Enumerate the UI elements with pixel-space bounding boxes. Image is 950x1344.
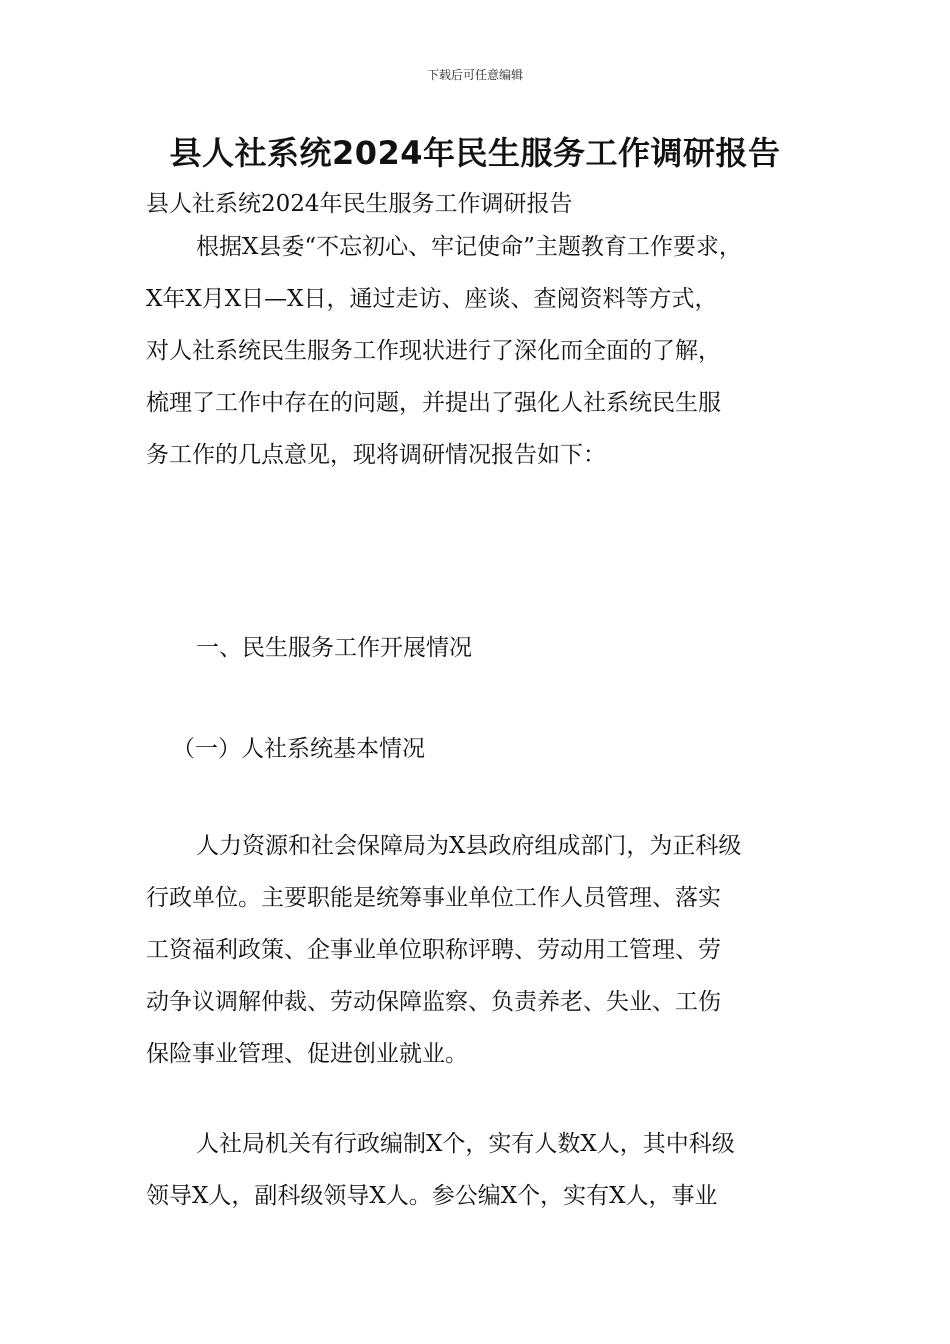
section-heading-1: 一、民生服务工作开展情况 xyxy=(196,635,472,661)
intro-line: 根据X县委“不忘初心、牢记使命”主题教育工作要求， xyxy=(196,234,742,260)
paragraph-1 xyxy=(146,820,826,1080)
document-title: 县人社系统2024年民生服务工作调研报告 xyxy=(169,134,781,172)
intro-line: 对人社系统民生服务工作现状进行了深化而全面的了解， xyxy=(146,338,721,364)
intro-paragraph xyxy=(146,221,826,481)
paragraph-line: 领导X人，副科级领导X人。参公编X个，实有X人，事业 xyxy=(146,1183,718,1209)
document-subtitle: 县人社系统2024年民生服务工作调研报告 xyxy=(146,191,573,217)
paragraph-line: 动争议调解仲裁、劳动保障监察、负责养老、失业、工伤 xyxy=(146,989,721,1015)
paragraph-line: 行政单位。主要职能是统筹事业单位工作人员管理、落实 xyxy=(146,885,721,911)
paragraph-line: 人力资源和社会保障局为X县政府组成部门，为正科级 xyxy=(196,833,742,859)
intro-line: 务工作的几点意见，现将调研情况报告如下： xyxy=(146,442,606,468)
intro-line: 梳理了工作中存在的问题，并提出了强化人社系统民生服 xyxy=(146,390,721,416)
paragraph-line: 保险事业管理、促进创业就业。 xyxy=(146,1041,468,1067)
paragraph-line: 工资福利政策、企事业单位职称评聘、劳动用工管理、劳 xyxy=(146,937,721,963)
header-note: 下载后可任意编辑 xyxy=(426,68,523,82)
paragraph-2 xyxy=(146,1118,826,1222)
intro-line: X年X月X日—X日，通过走访、座谈、查阅资料等方式， xyxy=(146,286,718,312)
paragraph-line: 人社局机关有行政编制X个，实有人数X人，其中科级 xyxy=(196,1131,735,1157)
section-heading-1-1: （一）人社系统基本情况 xyxy=(172,736,425,762)
